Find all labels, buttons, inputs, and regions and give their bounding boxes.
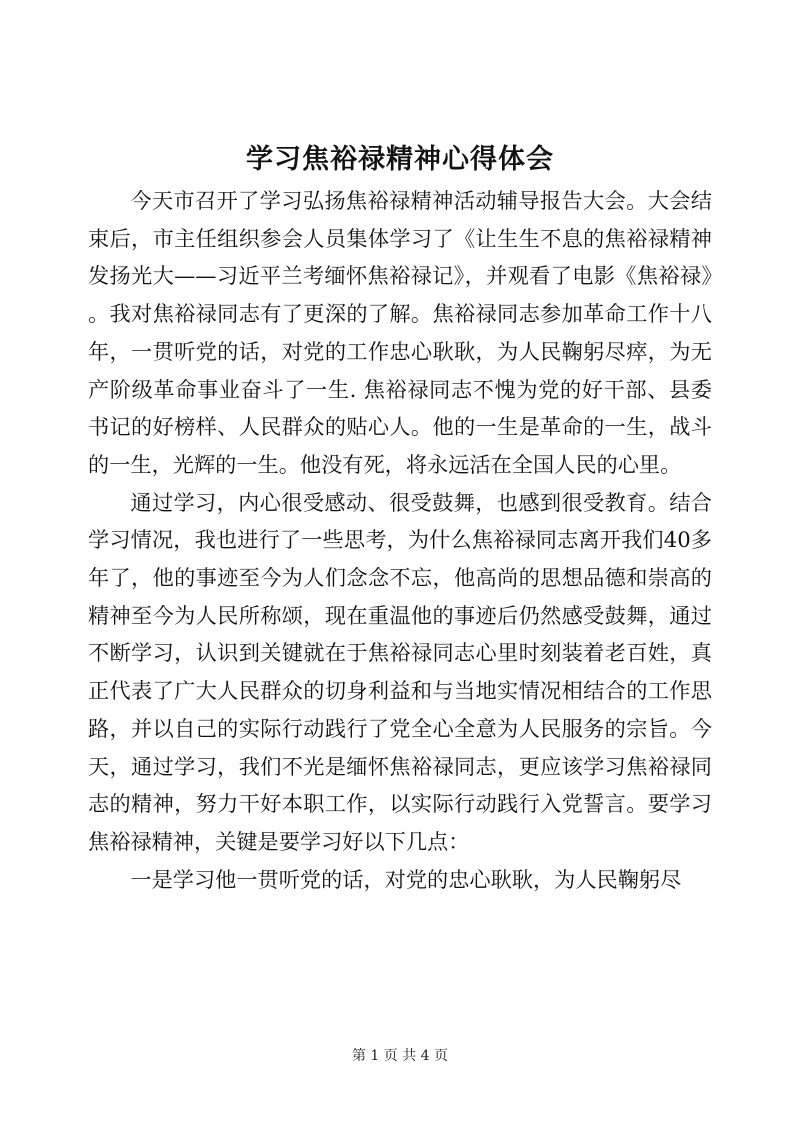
- paragraph-3: 一是学习他一贯听党的话，对党的忠心耿耿，为人民鞠躬尽: [130, 866, 682, 892]
- paragraph-1: 今天市召开了学习弘扬焦裕禄精神活动辅导报告大会。大会结束后，市主任组织参会人员集体学习了《让生生不息的焦裕禄精神发扬光大——习近平兰考缅怀焦裕禄记》，并观看了电影《焦裕禄》。我对焦裕禄同志有了更深的了解。焦裕禄同志参加革命工作十八年，一贯听党的话，对党的工作忠心耿耿，为人民鞠躬尽瘁，为无产阶级革命事业奋斗了一生. 焦裕禄同志不愧为党的好干部、县委书记的好榜样、人民群众的贴心人。他的一生是革命的一生，战斗的一生，光辉的一生。他没有死，将永远活在全国人民的心里。: [88, 188, 712, 477]
- paragraph-2: 通过学习，内心很受感动、很受鼓舞，也感到很受教育。结合学习情况，我也进行了一些思考，为什么焦裕禄同志离开我们40多年了，他的事迹至今为人们念念不忘，他高尚的思想品德和崇高的精神至今为人民所称颂，现在重温他的事迹后仍然感受鼓舞，通过不断学习，认识到关键就在于焦裕禄同志心里时刻装着老百姓，真正代表了广大人民群众的切身利益和与当地实情况相结合的工作思路，并以自己的实际行动践行了党全心全意为人民服务的宗旨。今天，通过学习，我们不光是缅怀焦裕禄同志，更应该学习焦裕禄同志的精神，努力干好本职工作，以实际行动践行入党誓言。要学习焦裕禄精神，关键是要学习好以下几点：: [88, 489, 712, 854]
- document-body: [88, 182, 712, 898]
- page-footer: 第 1 页 共 4 页: [351, 1048, 449, 1064]
- document-title: 学习焦裕禄精神心得体会: [246, 144, 554, 175]
